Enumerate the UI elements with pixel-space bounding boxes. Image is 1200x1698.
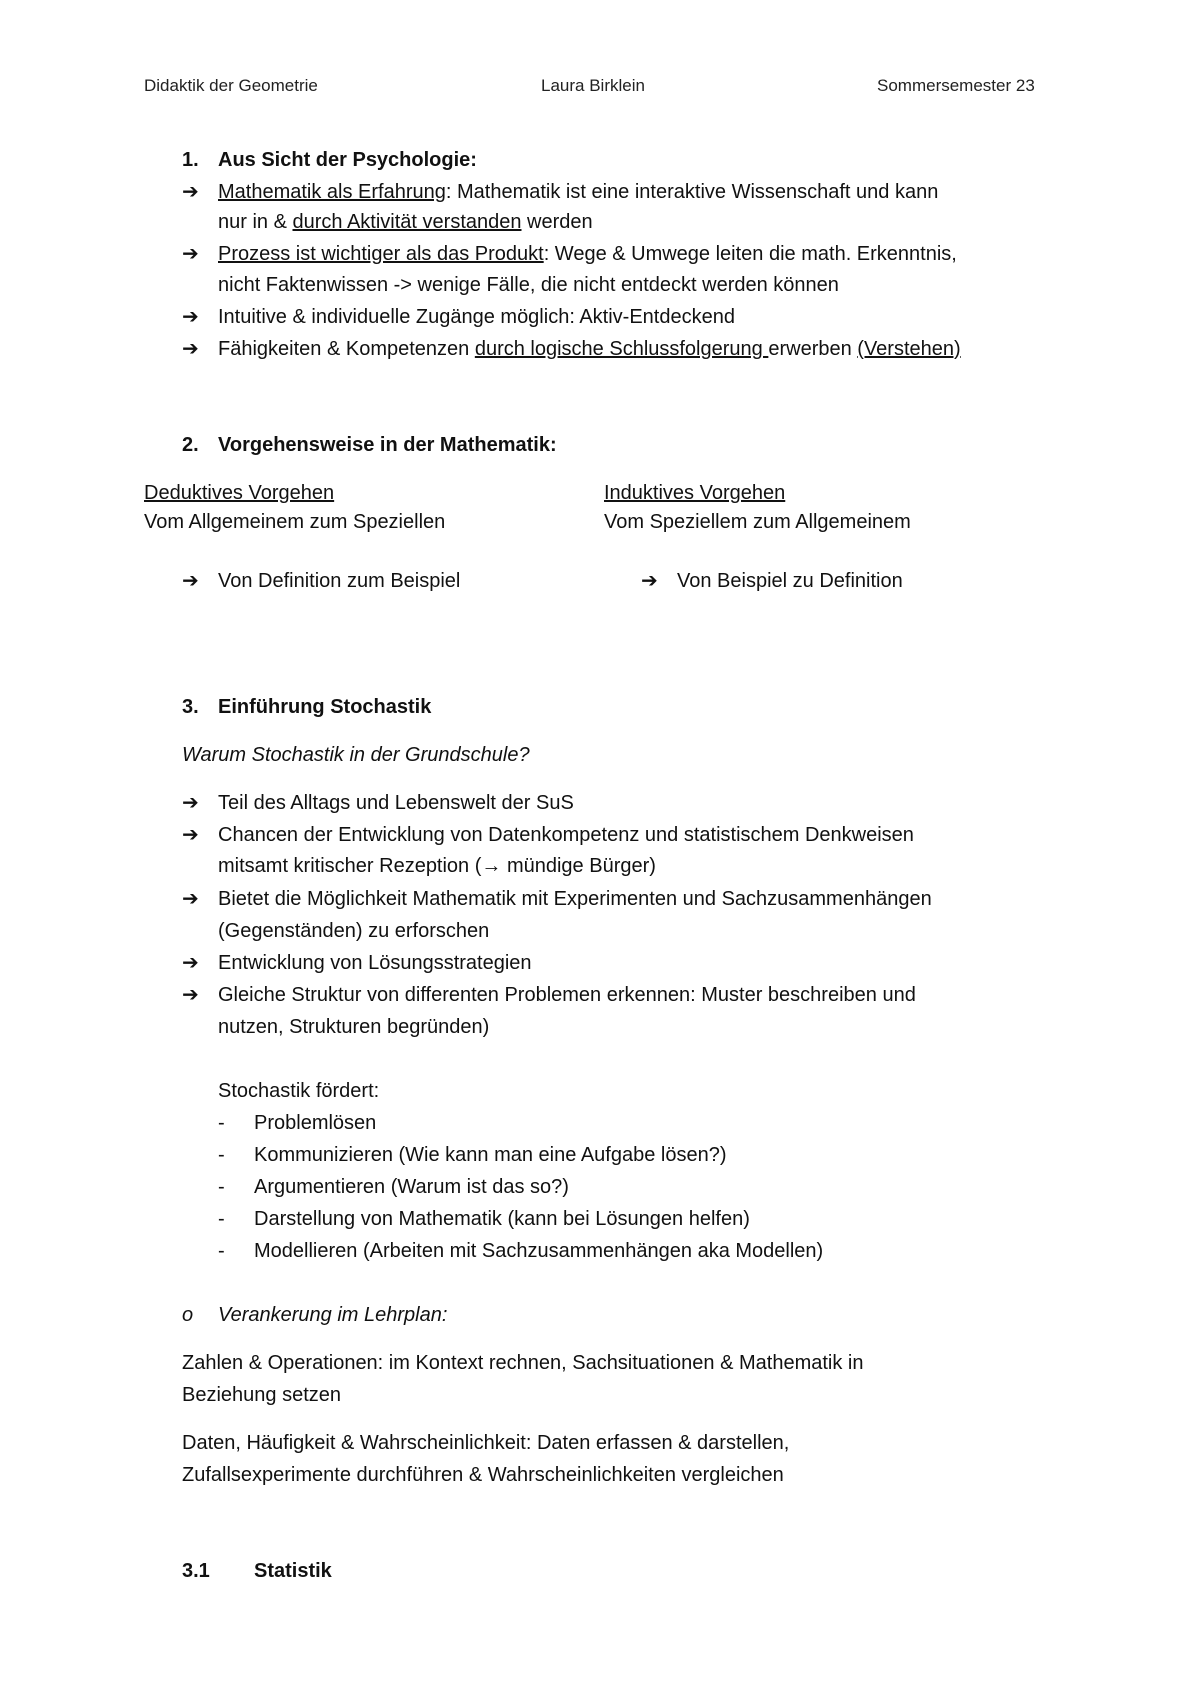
deductive-heading: Deduktives Vorgehen (144, 482, 335, 504)
section-1-number: 1. (182, 149, 199, 171)
dash-item-2: Kommunizieren (Wie kann man eine Aufgabe lösen?) (254, 1144, 727, 1166)
dash-marker: - (218, 1112, 225, 1134)
section-3-1-title: Statistik (254, 1560, 332, 1582)
lehrplan-para-2-line2: Zufallsexperimente durchführen & Wahrscheinlichkeiten vergleichen (182, 1464, 784, 1486)
s1-bullet-1-line2 (218, 207, 593, 237)
dash-marker: - (218, 1240, 225, 1262)
dash-marker: - (218, 1176, 225, 1198)
arrow-icon: ➔ (182, 338, 199, 360)
dash-marker: - (218, 1144, 225, 1166)
dash-item-1: Problemlösen (254, 1112, 377, 1134)
arrow-icon: ➔ (182, 181, 199, 203)
inductive-arrow-text: Von Beispiel zu Definition (677, 570, 903, 592)
inductive-subtitle: Vom Speziellem zum Allgemeinem (604, 511, 911, 533)
s1-bullet-1-underlined: Mathematik als Erfahrung (218, 181, 446, 203)
deductive-subtitle: Vom Allgemeinem zum Speziellen (144, 511, 446, 533)
section-2-title: Vorgehensweise in der Mathematik: (218, 434, 557, 456)
lehrplan-para-2: Daten, Häufigkeit & Wahrscheinlichkeit: Daten erfassen & darstellen, (182, 1432, 790, 1454)
header-author: Laura Birklein (541, 76, 645, 95)
s3-bullet-3: Bietet die Möglichkeit Mathematik mit Experimenten und Sachzusammenhängen (218, 888, 932, 910)
s3-bullet-2-line2: mitsamt kritischer Rezeption (→ mündige Bürger) (218, 855, 656, 877)
dash-marker: - (218, 1208, 225, 1230)
s1-bullet-2-line2: nicht Faktenwissen -> wenige Fälle, die nicht entdeckt werden können (218, 274, 839, 296)
inductive-heading: Induktives Vorgehen (604, 482, 786, 504)
arrow-icon: ➔ (182, 243, 199, 265)
s1-bullet-4-underlined: durch logische Schlussfolgerung (474, 338, 769, 360)
s1-bullet-1-text: : Mathematik ist eine interaktive Wissenschaft und kann (445, 181, 939, 203)
arrow-icon: ➔ (182, 306, 199, 328)
dash-item-5: Modellieren (Arbeiten mit Sachzusammenhängen aka Modellen) (254, 1240, 824, 1262)
s3-bullet-4: Entwicklung von Lösungsstrategien (218, 952, 532, 974)
s1-bullet-2 (218, 239, 957, 269)
section-2-number: 2. (182, 434, 199, 456)
s3-bullet-5-line2: nutzen, Strukturen begründen) (218, 1016, 490, 1038)
s3-bullet-1: Teil des Alltags und Lebenswelt der SuS (218, 792, 574, 814)
arrow-icon: ➔ (182, 792, 199, 814)
arrow-icon: ➔ (182, 952, 199, 974)
s1-bullet-4-underlined-2: (Verstehen) (857, 338, 961, 360)
s3-bullet-3-line2: (Gegenständen) zu erforschen (218, 920, 490, 942)
arrow-icon: ➔ (182, 888, 199, 910)
s1-bullet-1-line2-underlined: durch Aktivität verstanden (292, 211, 522, 233)
s1-bullet-4-b: erwerben (768, 338, 858, 360)
section-3-number: 3. (182, 696, 199, 718)
section-1-title: Aus Sicht der Psychologie: (218, 149, 477, 171)
header-course: Didaktik der Geometrie (144, 76, 318, 95)
arrow-icon: ➔ (182, 824, 199, 846)
section-3-1-number: 3.1 (182, 1560, 210, 1582)
s3-bullet-5: Gleiche Struktur von differenten Problemen erkennen: Muster beschreiben und (218, 984, 916, 1006)
s1-bullet-1 (218, 177, 938, 207)
stochastik-foerdert-label: Stochastik fördert: (218, 1080, 380, 1102)
header-semester: Sommersemester 23 (877, 76, 1035, 95)
section-3-question: Warum Stochastik in der Grundschule? (182, 744, 530, 766)
s1-bullet-1-line2-b: werden (521, 211, 593, 233)
arrow-icon: ➔ (182, 570, 199, 592)
arrow-icon: ➔ (182, 984, 199, 1006)
s1-bullet-3: Intuitive & individuelle Zugänge möglich: Aktiv-Entdeckend (218, 306, 735, 328)
s3-bullet-2: Chancen der Entwicklung von Datenkompetenz und statistischem Denkweisen (218, 824, 914, 846)
s1-bullet-4 (218, 334, 961, 364)
lehrplan-para-1-line2: Beziehung setzen (182, 1384, 342, 1406)
deductive-arrow-text: Von Definition zum Beispiel (218, 570, 461, 592)
lehrplan-para-1: Zahlen & Operationen: im Kontext rechnen, Sachsituationen & Mathematik in (182, 1352, 864, 1374)
circle-bullet-marker: o (182, 1304, 194, 1326)
dash-item-4: Darstellung von Mathematik (kann bei Lösungen helfen) (254, 1208, 750, 1230)
lehrplan-label: Verankerung im Lehrplan: (218, 1304, 448, 1326)
s1-bullet-2-underlined: Prozess ist wichtiger als das Produkt (218, 243, 544, 265)
dash-item-3: Argumentieren (Warum ist das so?) (254, 1176, 569, 1198)
s1-bullet-4-a: Fähigkeiten & Kompetenzen (218, 338, 475, 360)
section-3-title: Einführung Stochastik (218, 696, 432, 718)
arrow-icon: ➔ (641, 570, 658, 592)
s1-bullet-1-line2-a: nur in & (218, 211, 293, 233)
s1-bullet-2-text: : Wege & Umwege leiten die math. Erkenntnis, (543, 243, 957, 265)
